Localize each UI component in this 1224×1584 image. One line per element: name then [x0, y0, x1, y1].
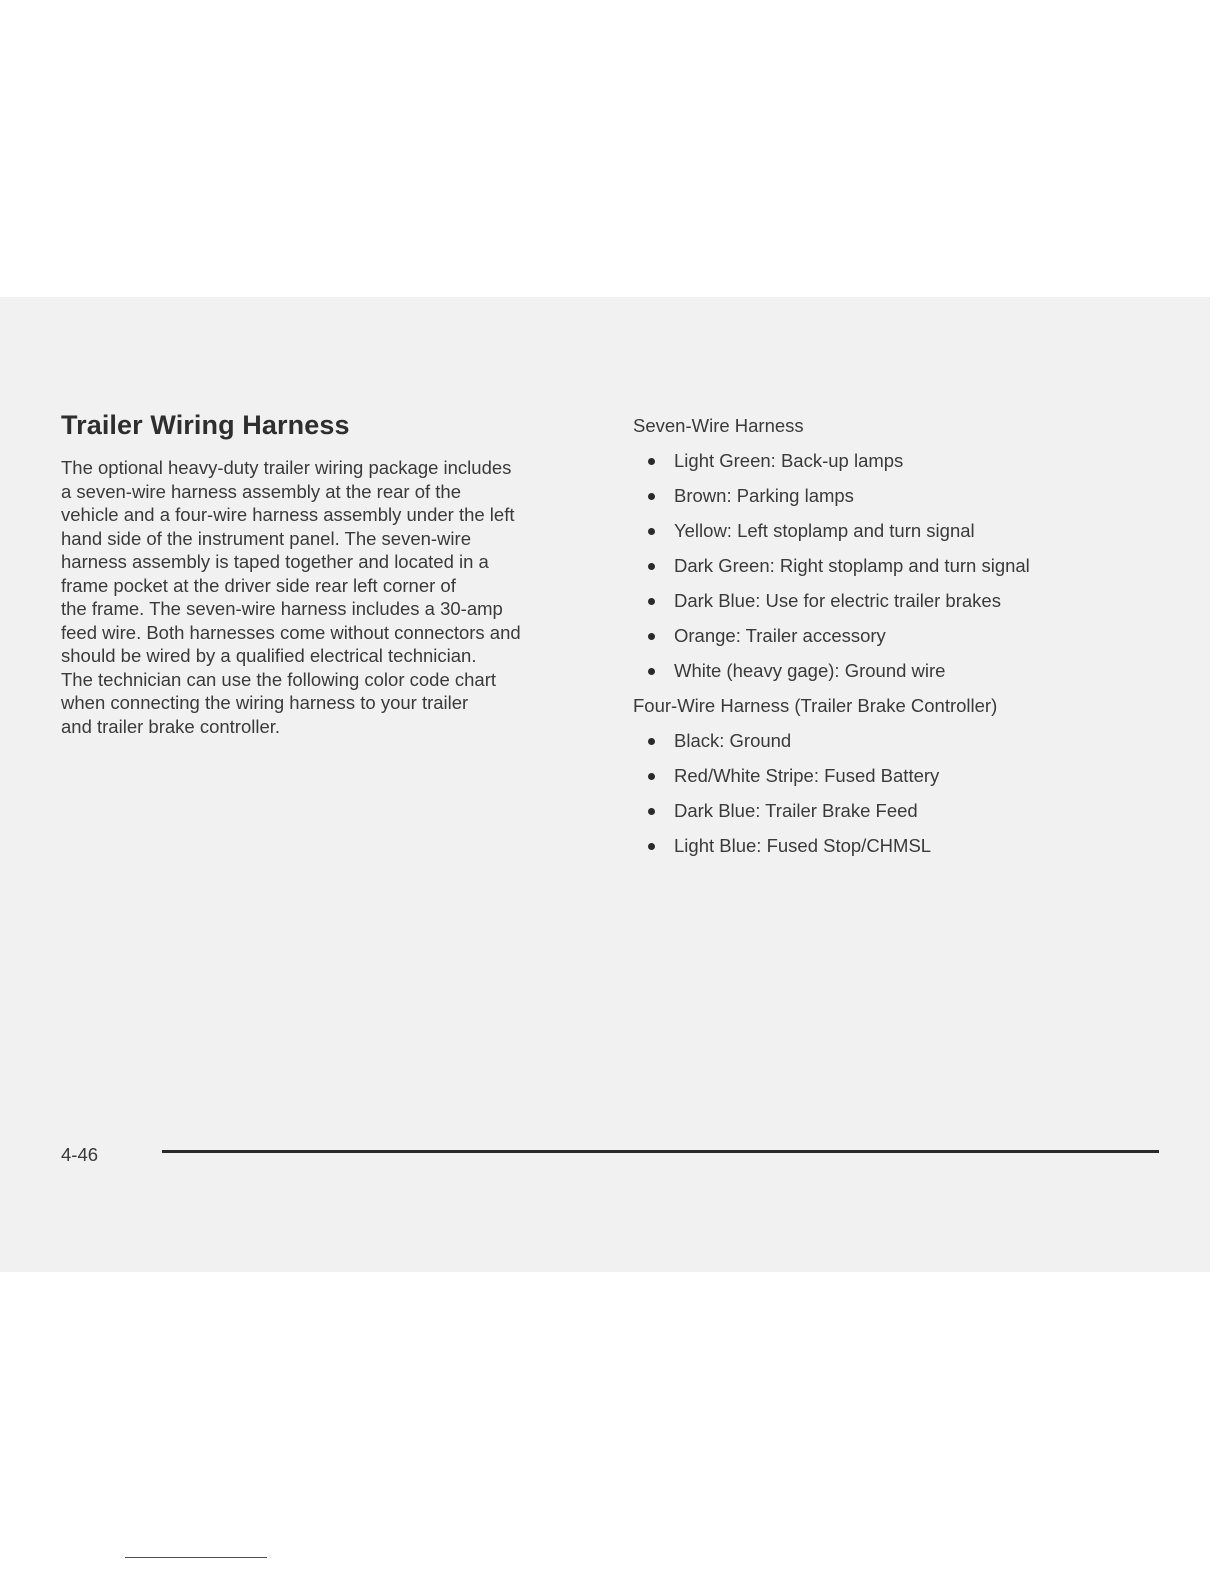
- bullet-icon: [648, 668, 655, 675]
- bullet-icon: [648, 458, 655, 465]
- list-item: [633, 834, 1133, 858]
- left-column: [61, 410, 601, 738]
- list-item-text: Light Blue: Fused Stop/CHMSL: [674, 835, 932, 856]
- bullet-icon: [648, 598, 655, 605]
- list-item-text: Black: Ground: [674, 730, 792, 751]
- bullet-icon: [648, 493, 655, 500]
- link-underline[interactable]: [125, 1557, 267, 1558]
- page-number: 4-46: [61, 1144, 99, 1165]
- section-title: Trailer Wiring Harness: [61, 410, 350, 440]
- list-item-text: Red/White Stripe: Fused Battery: [674, 765, 940, 786]
- seven-wire-heading: Seven-Wire Harness: [633, 415, 804, 436]
- list-item-text: Dark Blue: Use for electric trailer brakes: [674, 590, 1001, 611]
- bullet-icon: [648, 528, 655, 535]
- list-item: [633, 729, 1133, 753]
- bullet-icon: [648, 738, 655, 745]
- list-item: [633, 484, 1133, 508]
- list-item-text: Brown: Parking lamps: [674, 485, 854, 506]
- list-item-text: Dark Blue: Trailer Brake Feed: [674, 800, 918, 821]
- list-item-text: Light Green: Back-up lamps: [674, 450, 904, 471]
- list-item: [633, 624, 1133, 648]
- bullet-icon: [648, 563, 655, 570]
- list-item-text: White (heavy gage): Ground wire: [674, 660, 946, 681]
- list-item: [633, 764, 1133, 788]
- list-item: [633, 449, 1133, 473]
- bullet-icon: [648, 773, 655, 780]
- list-item: [633, 589, 1133, 613]
- list-item: [633, 799, 1133, 823]
- list-item-text: Orange: Trailer accessory: [674, 625, 886, 646]
- right-column: [633, 414, 1133, 869]
- list-item-text: Dark Green: Right stoplamp and turn signal: [674, 555, 1030, 576]
- list-item: [633, 554, 1133, 578]
- list-item: [633, 519, 1133, 543]
- bullet-icon: [648, 808, 655, 815]
- list-item-text: Yellow: Left stoplamp and turn signal: [674, 520, 975, 541]
- intro-paragraph: The optional heavy-duty trailer wiring package includes a seven-wire harness assembly at the rear of the vehicle and a four-wire harness assembly under the left hand side of the instrument panel. The seven-wire harness assembly is taped together and located in a frame pocket at the driver side rear left corner of the frame. The seven-wire harness includes a 30-amp feed wire. Both harnesses come without connectors and should be wired by a qualified electrical technician. The technician can use the following color code chart when connecting the wiring harness to your trailer and trailer brake controller.: [61, 457, 521, 737]
- four-wire-list: [633, 729, 1133, 858]
- bullet-icon: [648, 843, 655, 850]
- bullet-icon: [648, 633, 655, 640]
- list-item: [633, 659, 1133, 683]
- four-wire-heading: Four-Wire Harness (Trailer Brake Controller): [633, 695, 998, 716]
- footer-rule: [162, 1150, 1159, 1153]
- seven-wire-list: [633, 449, 1133, 683]
